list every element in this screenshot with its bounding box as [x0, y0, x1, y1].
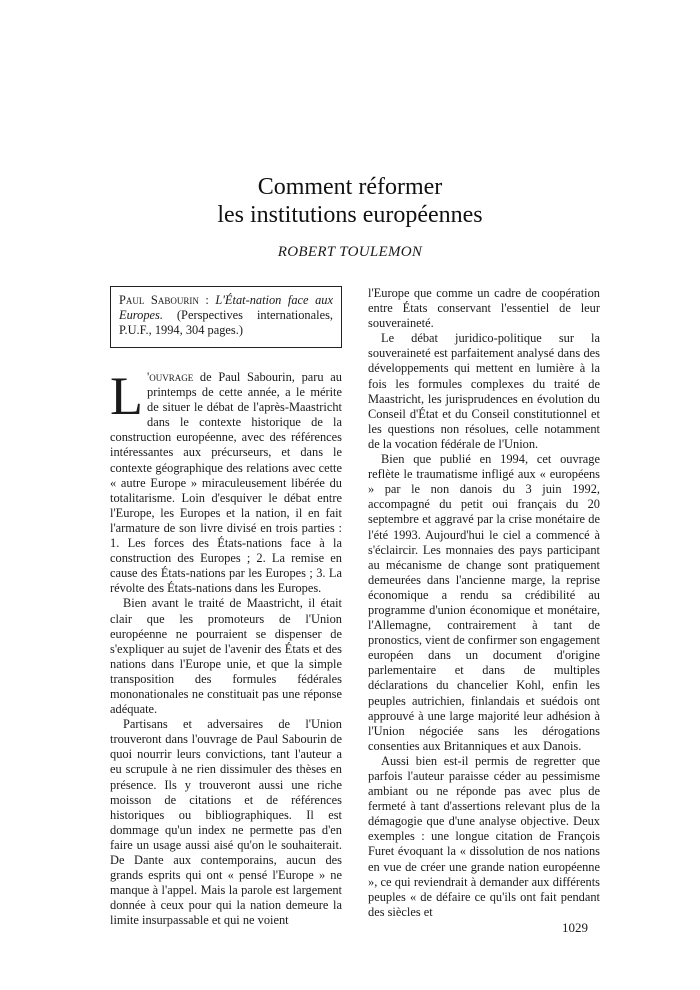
page-number: 1029	[562, 920, 588, 935]
paragraph-r4: Aussi bien est-il permis de regretter que parfois l'auteur paraisse céder au pessimisme ambiant ou ne réponde pas avec plus de fermeté à tant d'assertions relevant plus de la démagogie que d'une analyse objective. Deux exemples : une longue citation de François Furet évoquant la « dissolution de nos nations en vue de créer une grande nation européenne », ce qui reviendrait à demander aux différents peuples « de défaire ce qu'ils ont fait pendant des siècles et	[368, 753, 600, 919]
article-title	[0, 173, 700, 229]
reference-title: L'État-nation face aux Europes.	[119, 293, 333, 322]
reference-author: Paul Sabourin :	[119, 293, 209, 307]
paragraph-r3: Bien que publié en 1994, cet ouvrage reflète le traumatisme infligé aux « européens » par le non danois du 3 juin 1992, accompagné du petit oui français du 20 septembre et aggravé par la crise monétaire de l'été 1993. Aujourd'hui le ciel a commencé à s'éclaircir. Les monnaies des pays participant au mécanisme de change sont pratiquement demeurées dans l'ancienne marge, la reprise économique a rendu sa crédibilité au programme d'union économique et monétaire, l'Allemagne, contrairement à tant de pronostics, vient de confirmer son engagement européen dans un document d'origine parlementaire et dans de multiples déclarations du chancelier Kohl, enfin les peuples autrichien, finlandais et suédois ont approuvé à une large majorité leur adhésion à l'Union négociée sans les dérogations consenties aux Britanniques et aux Danois.	[368, 452, 600, 753]
title-line-2: les institutions européennes	[217, 202, 483, 228]
drop-cap: L	[110, 366, 143, 426]
paragraph-r2: Le débat juridico-politique sur la souveraineté est parfaitement analysé dans des développements qui mettent en lumière à la fois les formules complexes du traité de Maastricht, les jurisprudences en évolution du Conseil d'État et du Conseil constitutionnel et les questions non résolues, celle notamment de la vocation fédérale de l'Union.	[368, 331, 600, 451]
right-column	[368, 286, 600, 920]
paragraph-r1: l'Europe que comme un cadre de coopération entre États conservant l'essentiel de leur souveraineté.	[368, 286, 600, 331]
reference-details: (Perspectives internationales, P.U.F., 1994, 304 pages.)	[119, 308, 333, 337]
left-column	[110, 286, 342, 928]
author-byline: ROBERT TOULEMON	[277, 244, 423, 260]
paragraph-3: Partisans et adversaires de l'Union trouveront dans l'ouvrage de Paul Sabourin de quoi nourrir leurs convictions, tant l'auteur a eu scrupule à ne rien dissimuler des thèses en présence. Ils y trouveront aussi une riche moisson de citations et de références historiques ou bibliographiques. Il est dommage qu'un index ne permette pas d'en faire un usage aussi aisé qu'on le souhaiterait. De Dante aux contemporains, aucun des grands esprits qui ont « pensé l'Europe » ne manque à l'appel. Mais la parole est largement donnée à ceux pour qui la nation demeure la limite insurpassable et qui ne voient	[110, 717, 342, 928]
paragraph-1-text: de Paul Sabourin, paru au printemps de cette année, a le mérite de situer le débat de l'après-Maastricht dans le contexte historique de la construction européenne, avec des références intéressantes aux précurseurs, et dans le contexte géographique des relations avec cette « autre Europe » miraculeusement libérée du totalitarisme. Loin d'esquiver le débat entre l'Europe, les Europes et la nation, il en fait l'armature de son livre divisé en trois parties : 1. Les forces des États-nations face à la construction des Europes ; 2. La remise en cause des États-nations par les Europes ; 3. La révolte des États-nations dans les Europes.	[110, 370, 342, 596]
book-reference-box	[110, 286, 342, 348]
paragraph-2: Bien avant le traité de Maastricht, il était clair que les promoteurs de l'Union européenne ne pourraient se dispenser de s'expliquer au sujet de l'avenir des États et des nations dans l'Europe unie, et que la simple transposition des formules fédérales mononationales ne constituait pas une réponse adéquate.	[110, 596, 342, 717]
title-line-1: Comment réformer	[257, 174, 443, 200]
paragraph-1	[110, 366, 342, 596]
lead-word: 'ouvrage	[147, 370, 194, 384]
